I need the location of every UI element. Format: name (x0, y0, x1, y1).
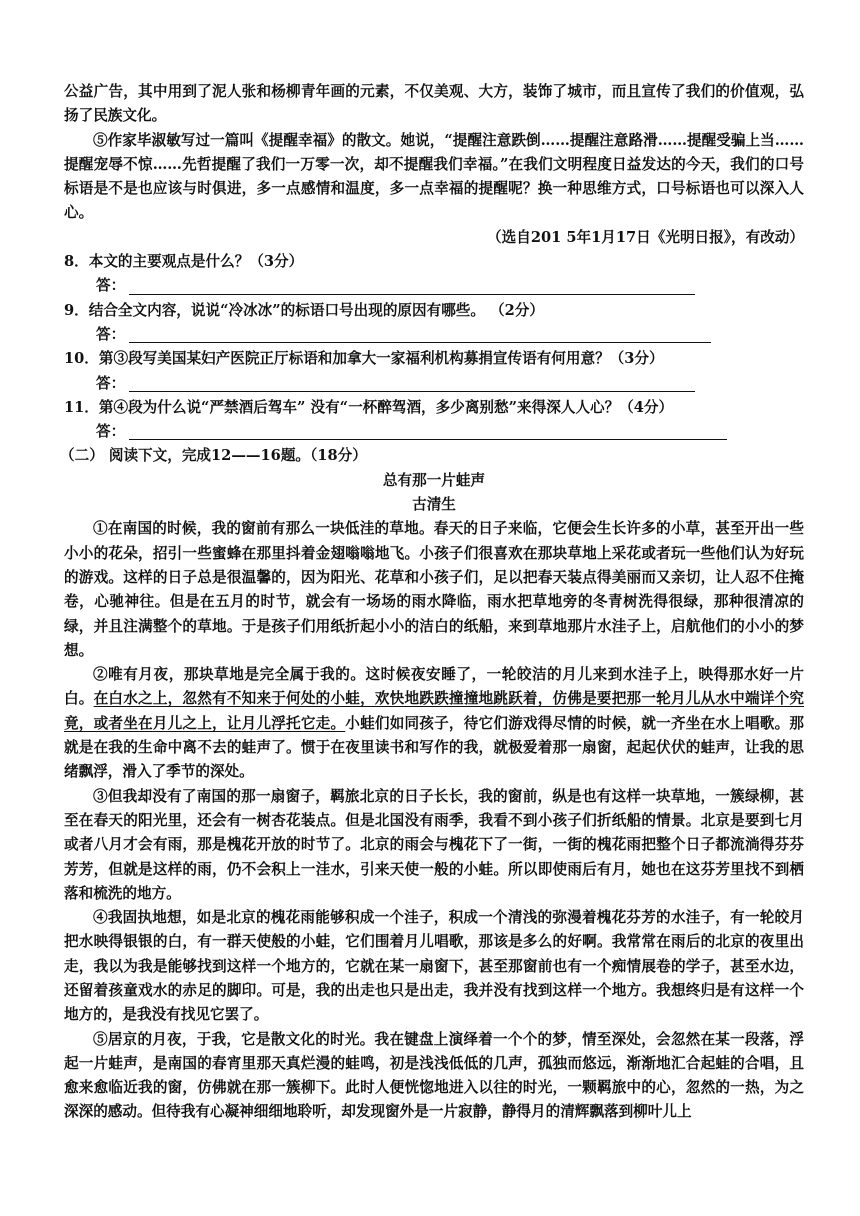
question-11: 11．第④段为什么说“严禁酒后驾车” 没有“一杯醉驾酒，多少离别愁”来得深人人心？（4分） (64, 398, 674, 416)
exam-page (60, 80, 804, 1125)
source-citation: （选自201 5年1月17日《光明日报》，有改动） (487, 228, 804, 246)
article-paragraph-2 (64, 663, 804, 784)
answer-line-10[interactable] (129, 375, 695, 392)
answer-9 (96, 323, 804, 347)
answer-label: 答： (96, 325, 126, 343)
paragraph-2-part-a: ②唯有月夜，那块草地是完全属于我的。这时候夜安睡了，一轮皎洁的月儿来到水洼子上，映得那水好一片白。 (64, 666, 804, 708)
paragraph-2-part-b: 小蛙们如同孩子，待它们游戏得尽情的时候，就一齐坐在水上唱歌。那就是在我的生命中离不去的蛙声了。惯于在夜里读书和写作的我，就极爱着那一扇窗，起起伏伏的蛙声，让我的思绪飘浮，滑入了季节的深处。 (64, 714, 804, 781)
paragraph-4-continuation: 公益广告，其中用到了泥人张和杨柳青年画的元素，不仅美观、大方，装饰了城市，而且宣传了我们的价值观，弘扬了民族文化。 (64, 83, 804, 125)
article-paragraph-5: ⑤居京的月夜，于我，它是散文化的时光。我在键盘上演绎着一个个的梦，情至深处，会忽然在某一段落，浮起一片蛙声，是南国的春宵里那天真烂漫的蛙鸣，初是浅浅低低的几声，孤独而悠远，渐渐地汇合起蛙的合唱，且愈来愈临近我的窗，仿佛就在那一簇柳下。此时人便恍惚地进入以往的时光，一颗羁旅中的心，忽然的一热，为之深深的感动。但待我有心凝神细细地聆听，却发现窗外是一片寂静，静得月的清辉飘落到柳叶儿上 (64, 1030, 804, 1121)
answer-11 (96, 420, 804, 444)
answer-10 (96, 372, 804, 396)
paragraph-5: ⑤作家毕淑敏写过一篇叫《提醒幸福》的散文。她说，“提醒注意跌倒……提醒注意路滑……提醒受骗上当……提醒宠辱不惊……先哲提醒了我们一万零一次，却不提醒我们幸福。”在我们文明程度日益发达的今天，我们的口号标语是不是也应该与时俱进，多一点感情和温度，多一点幸福的提醒呢？换一种思维方式，口号标语也可以深入人心。 (64, 131, 804, 222)
answer-label: 答： (96, 423, 126, 441)
question-8: 8．本文的主要观点是什么？（3分） (64, 253, 304, 271)
answer-line-11[interactable] (129, 423, 727, 440)
section-2-header: （二） 阅读下文，完成12——16题。（18分） (60, 447, 367, 465)
answer-label: 答： (96, 374, 126, 392)
answer-8 (96, 274, 804, 298)
underlined-sentence: 在白水之上，忽然有不知来于何处的小蛙，欢快地跌跌撞撞地跳跃着，仿佛是要把那一轮月儿从水中端详个究竟，或者坐在月儿之上，让月儿浮托它走。 (64, 690, 804, 732)
article-paragraph-4: ④我固执地想，如是北京的槐花雨能够积成一个洼子，积成一个清浅的弥漫着槐花芬芳的水洼子，有一轮皎月把水映得银银的白，有一群天使般的小蛙，它们围着月儿唱歌，那该是多么的好啊。我常常在雨后的北京的夜里出走，我以为我是能够找到这样一个地方的，它就在某一扇窗下，甚至那窗前也有一个痴情展卷的学子，甚至水边，还留着孩童戏水的赤足的脚印。可是，我的出走也只是出走，我并没有找到这样一个地方。我想终归是有这样一个地方的，是我没有找见它罢了。 (64, 909, 804, 1024)
article-author: 古清生 (412, 496, 456, 514)
answer-label: 答： (96, 277, 126, 295)
answer-line-9[interactable] (129, 326, 711, 343)
article-paragraph-1: ①在南国的时候，我的窗前有那么一块低洼的草地。春天的日子来临，它便会生长许多的小草，甚至开出一些小小的花朵，招引一些蜜蜂在那里抖着金翅嗡嗡地飞。小孩子们很喜欢在那块草地上采花或者玩一些他们认为好玩的游戏。这样的日子总是很温馨的，因为阳光、花草和小孩子们，足以把春天装点得美丽而又亲切，让人忍不住掩卷，心驰神往。但是在五月的时节，就会有一场场的雨水降临，雨水把草地旁的冬青树洗得很绿，那种很清凉的绿，并且注满整个的草地。于是孩子们用纸折起小小的洁白的纸船，来到草地那片水洼子上，启航他们的小小的梦想。 (64, 520, 804, 659)
article-title: 总有那一片蛙声 (382, 471, 486, 489)
question-9: 9．结合全文内容，说说“冷冰冰”的标语口号出现的原因有哪些。 （2分） (64, 301, 544, 319)
question-10: 10．第③段写美国某妇产医院正厅标语和加拿大一家福利机构募捐宣传语有何用意？（3分） (64, 350, 664, 368)
article-paragraph-3: ③但我却没有了南国的那一扇窗子，羁旅北京的日子长长，我的窗前，纵是也有这样一块草地，一簇绿柳，甚至在春天的阳光里，还会有一树杏花装点。但是北国没有雨季，我看不到小孩子们折纸船的情景。北京是要到七月或者八月才会有雨，那是槐花开放的时节了。北京的雨会与槐花下了一街，一街的槐花雨把整个日子都流淌得芬芬芳芳，但就是这样的雨，仍不会积上一洼水，引来天使一般的小蛙。所以即使雨后有月，她也在这芬芳里找不到栖落和梳洗的地方。 (64, 787, 804, 902)
answer-line-8[interactable] (129, 278, 695, 295)
